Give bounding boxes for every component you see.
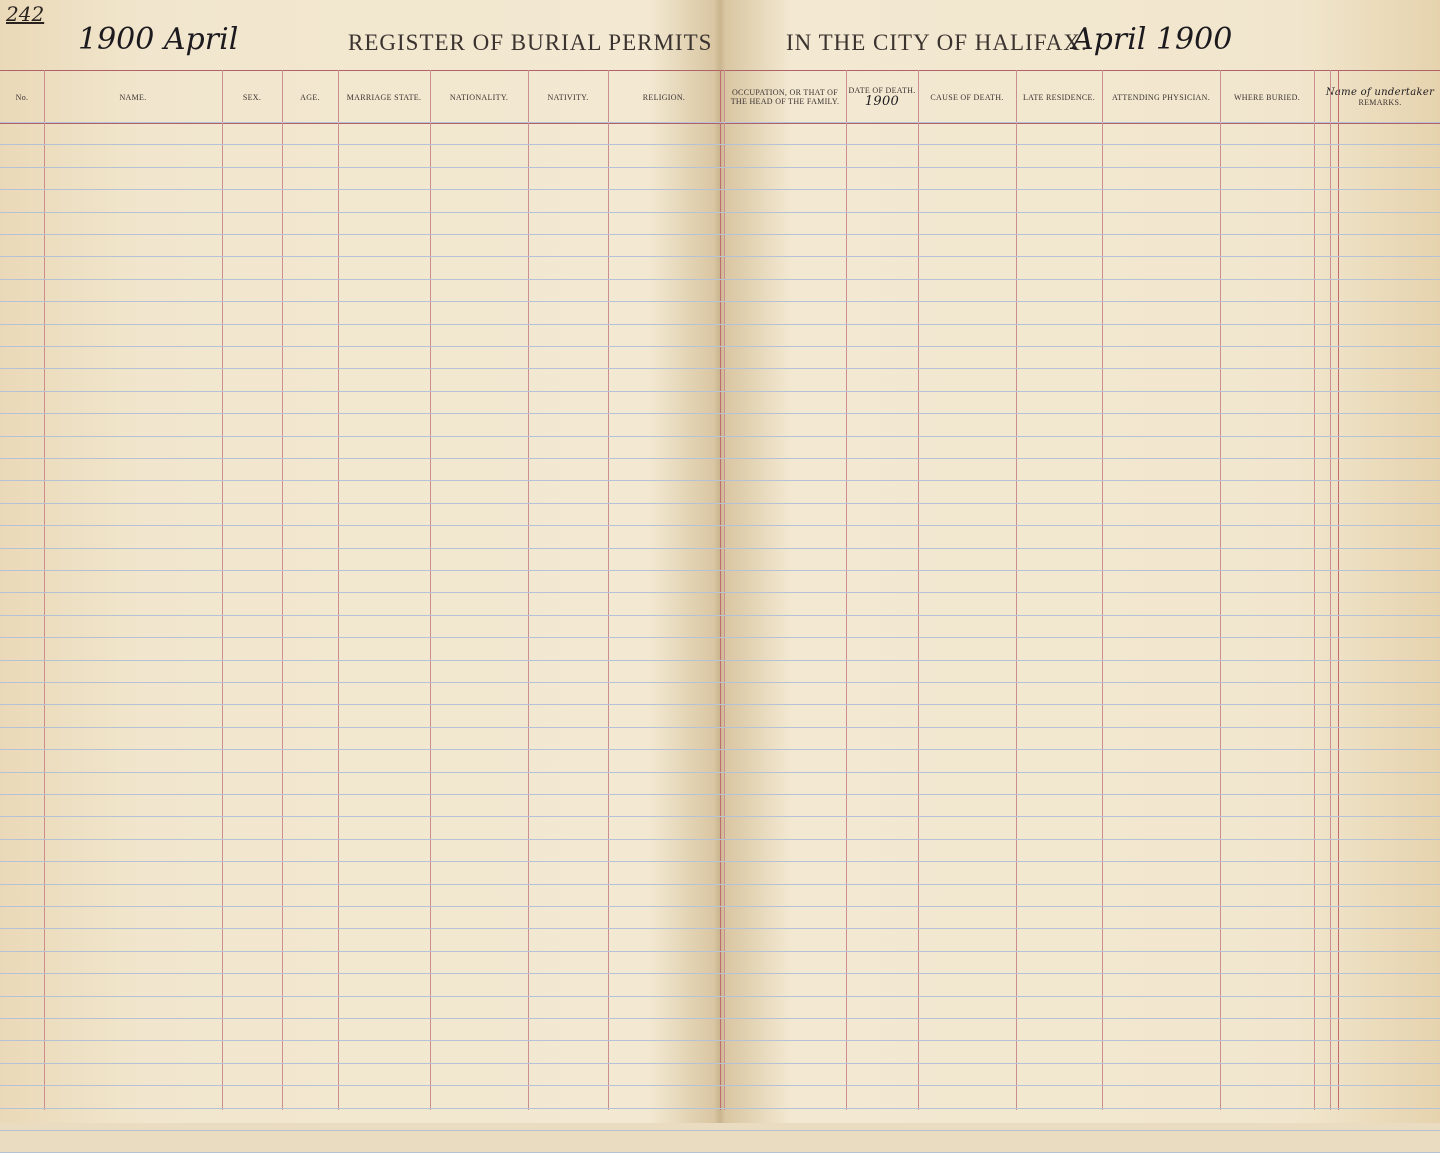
col-head-occupation: OCCUPATION, OR THAT OF THE HEAD OF THE FAMILY. xyxy=(730,88,840,106)
ruled-line xyxy=(0,704,1440,705)
ruled-line xyxy=(0,906,1440,907)
column-divider xyxy=(1314,70,1315,1110)
col-head-name: NAME. xyxy=(119,92,147,102)
ruled-line xyxy=(0,749,1440,750)
column-divider xyxy=(724,70,725,1110)
ruled-line xyxy=(0,525,1440,526)
column-divider xyxy=(1016,70,1017,1110)
column-divider xyxy=(44,70,45,1110)
ruled-line xyxy=(0,324,1440,325)
heading-date-left: 1900 April xyxy=(78,22,239,57)
col-head-date-of-death xyxy=(846,71,918,123)
ruled-line xyxy=(0,816,1440,817)
column-divider xyxy=(918,70,919,1110)
column-divider xyxy=(1330,70,1331,1110)
ruled-line xyxy=(0,884,1440,885)
ruled-line xyxy=(0,167,1440,168)
ruled-line xyxy=(0,301,1440,302)
column-divider xyxy=(222,70,223,1110)
col-head-remarks-label: REMARKS. xyxy=(1358,98,1402,107)
ruled-line xyxy=(0,1018,1440,1019)
ruled-line xyxy=(0,503,1440,504)
register-title: REGISTER OF BURIAL PERMITS xyxy=(348,30,713,55)
column-divider xyxy=(528,70,529,1110)
ruled-line xyxy=(0,413,1440,414)
ruled-line xyxy=(0,1085,1440,1086)
ruled-line xyxy=(0,391,1440,392)
col-head-attending-physician: ATTENDING PHYSICIAN. xyxy=(1112,92,1210,102)
page-number: 242 xyxy=(6,2,45,26)
ruled-line xyxy=(0,234,1440,235)
ruled-line xyxy=(0,592,1440,593)
col-head-where-buried: WHERE BURIED. xyxy=(1233,92,1301,102)
ruled-line xyxy=(0,839,1440,840)
col-head-cause-of-death: CAUSE OF DEATH. xyxy=(930,92,1004,102)
col-head-nativity: NATIVITY. xyxy=(547,92,589,102)
ruled-line xyxy=(0,682,1440,683)
ruled-line xyxy=(0,122,1440,123)
ruled-line xyxy=(0,1063,1440,1064)
ruled-line xyxy=(0,144,1440,145)
ruled-line xyxy=(0,772,1440,773)
column-divider xyxy=(1220,70,1221,1110)
ruled-line xyxy=(0,1108,1440,1109)
col-head-no: No. xyxy=(15,92,29,102)
ruled-line xyxy=(0,615,1440,616)
col-head-remarks-note: Name of undertaker xyxy=(1325,87,1435,98)
ruled-line xyxy=(0,368,1440,369)
column-divider xyxy=(608,70,609,1110)
ruled-line xyxy=(0,861,1440,862)
remarks-margin-line xyxy=(1338,70,1339,1110)
col-head-late-residence: LATE RESIDENCE. xyxy=(1022,92,1096,102)
ruled-line xyxy=(0,436,1440,437)
col-head-date-year: 1900 xyxy=(864,93,900,109)
col-head-religion: RELIGION. xyxy=(642,92,686,102)
ruled-line xyxy=(0,256,1440,257)
col-head-age: AGE. xyxy=(300,92,320,102)
column-divider xyxy=(338,70,339,1110)
ruled-line xyxy=(0,1130,1440,1131)
ruled-line xyxy=(0,973,1440,974)
ruled-line xyxy=(0,548,1440,549)
col-head-marriage-state: MARRIAGE STATE. xyxy=(346,92,422,102)
col-head-date-of-death-label: DATE OF DEATH. xyxy=(848,85,916,95)
ruled-line xyxy=(0,637,1440,638)
col-head-nationality: NATIONALITY. xyxy=(449,92,509,102)
gutter-line xyxy=(720,70,721,1110)
ruled-line xyxy=(0,1040,1440,1041)
ruled-line xyxy=(0,996,1440,997)
ruled-line xyxy=(0,480,1440,481)
ruled-line xyxy=(0,346,1440,347)
ruled-line xyxy=(0,212,1440,213)
city-title: IN THE CITY OF HALIFAX. xyxy=(786,30,1088,55)
heading-date-right: April 1900 xyxy=(1072,22,1233,57)
ruled-line xyxy=(0,951,1440,952)
ruled-line xyxy=(0,794,1440,795)
col-head-sex: SEX. xyxy=(242,92,262,102)
ruled-line xyxy=(0,660,1440,661)
column-divider xyxy=(1102,70,1103,1110)
ruled-line xyxy=(0,189,1440,190)
ruled-line xyxy=(0,727,1440,728)
ruled-line xyxy=(0,570,1440,571)
column-divider xyxy=(282,70,283,1110)
ruled-line xyxy=(0,928,1440,929)
ruled-line xyxy=(0,458,1440,459)
column-divider xyxy=(846,70,847,1110)
ruled-line xyxy=(0,279,1440,280)
column-divider xyxy=(430,70,431,1110)
